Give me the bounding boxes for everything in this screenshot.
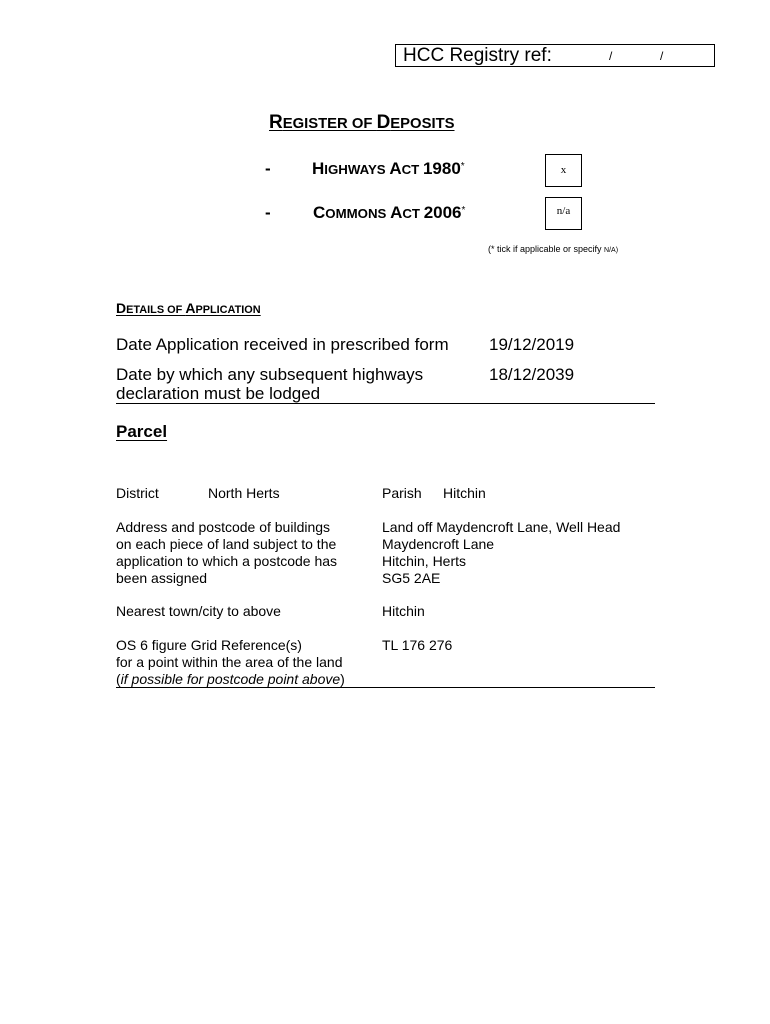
grid-reference-value: TL 176 276 bbox=[382, 637, 453, 653]
parish-value: Hitchin bbox=[443, 485, 486, 501]
district-value: North Herts bbox=[208, 485, 280, 501]
received-value: 19/12/2019 bbox=[489, 335, 575, 354]
received-label: Date Application received in prescribed form bbox=[116, 335, 449, 354]
declaration-label-line-1: Date by which any subsequent highways bbox=[116, 365, 424, 384]
registry-ref-label: HCC Registry ref: bbox=[403, 45, 552, 66]
tick-instruction-note: (* tick if applicable or specify N/A) bbox=[488, 244, 619, 254]
registry-ref-slash-1: / bbox=[609, 49, 613, 63]
declaration-value: 18/12/2039 bbox=[489, 365, 575, 384]
parish-label: Parish bbox=[382, 485, 422, 501]
registry-ref-slash-2: / bbox=[660, 49, 664, 63]
grid-reference-label: OS 6 figure Grid Reference(s) for a point within the area of the land (if possible for postcode point above) bbox=[116, 637, 345, 687]
tick-box-highways-value: x bbox=[560, 164, 567, 176]
declaration-label-line-2: declaration must be lodged bbox=[116, 384, 321, 403]
act-highways-title: HIGHWAYS ACT 1980* bbox=[312, 159, 465, 178]
details-divider bbox=[116, 403, 655, 404]
page-title: REGISTER OF DEPOSITS bbox=[269, 112, 455, 133]
address-label: Address and postcode of buildings on each piece of land subject to the application to which a postcode has been assigned bbox=[116, 519, 338, 586]
district-label: District bbox=[116, 485, 159, 501]
parcel-heading: Parcel bbox=[116, 422, 168, 441]
tick-box-highways bbox=[545, 154, 582, 187]
asterisk-marker: * bbox=[461, 205, 466, 216]
nearest-town-label: Nearest town/city to above bbox=[116, 603, 281, 619]
act-dash-commons: - bbox=[265, 203, 271, 222]
asterisk-marker: * bbox=[460, 161, 465, 172]
details-heading: DETAILS OF APPLICATION bbox=[116, 300, 261, 316]
nearest-town-value: Hitchin bbox=[382, 603, 425, 619]
parcel-divider bbox=[116, 687, 655, 688]
address-value: Land off Maydencroft Lane, Well Head Maydencroft Lane Hitchin, Herts SG5 2AE bbox=[382, 519, 621, 586]
tick-box-commons-value: n/a bbox=[556, 205, 571, 217]
tick-box-commons bbox=[545, 197, 582, 230]
registry-ref-box bbox=[395, 44, 715, 67]
act-commons-title: COMMONS ACT 2006* bbox=[313, 203, 466, 222]
act-dash-highways: - bbox=[265, 159, 271, 178]
